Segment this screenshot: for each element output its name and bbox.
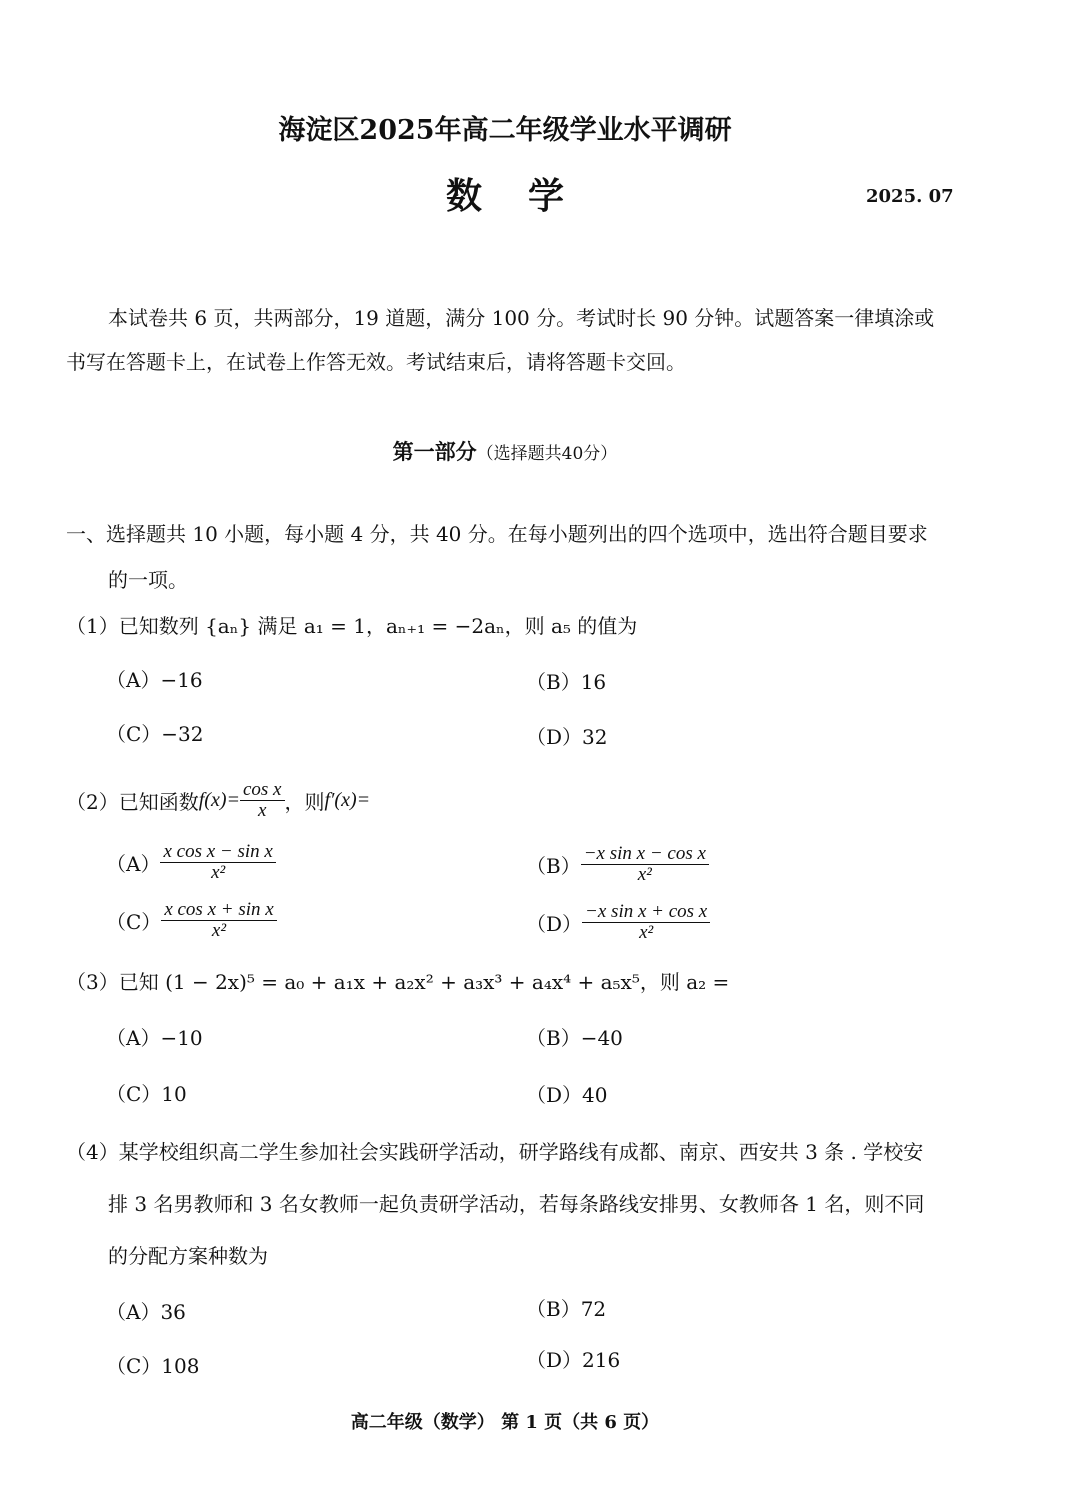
question-2-fraction	[240, 780, 285, 821]
question-2-option-b-fraction	[581, 844, 709, 885]
question-1-option-d: （D）32	[526, 725, 608, 749]
question-4-option-c: （C）108	[106, 1354, 200, 1378]
question-2-numerator: cos x	[240, 780, 285, 801]
exam-title: 海淀区2025年高二年级学业水平调研	[278, 115, 732, 146]
question-3-option-a: （A）−10	[106, 1026, 203, 1050]
question-2-option-c	[106, 900, 277, 941]
part-one-subtitle: （选择题共40分）	[476, 444, 618, 464]
exam-date: 2025. 07	[866, 186, 954, 207]
question-2-option-b-numerator: −x sin x − cos x	[581, 844, 709, 865]
question-4-option-b: （B）72	[526, 1297, 607, 1321]
section-one-line-1: 一、选择题共 10 小题，每小题 4 分，共 40 分。在每小题列出的四个选项中，选出符合题目要求	[66, 522, 928, 546]
question-3-option-b: （B）−40	[526, 1026, 623, 1050]
question-2-option-b-denominator: x²	[637, 863, 652, 885]
question-2-option-c-numerator: x cos x + sin x	[161, 900, 276, 921]
part-one-title: 第一部分	[392, 439, 477, 464]
question-2-denominator: x	[258, 799, 267, 821]
question-2-fx: f(x)=	[198, 788, 240, 811]
question-4-line-3: 的分配方案种数为	[108, 1244, 268, 1268]
question-2-option-d-numerator: −x sin x + cos x	[582, 902, 710, 923]
question-2-option-b	[526, 844, 709, 885]
question-4-option-d: （D）216	[526, 1348, 621, 1372]
question-2-option-a-fraction	[160, 842, 275, 883]
section-one-line-2: 的一项。	[108, 568, 188, 592]
question-2-option-a-label: （A）	[106, 851, 161, 876]
instructions-line-1: 本试卷共 6 页，共两部分，19 道题，满分 100 分。考试时长 90 分钟。试题答案一律填涂或	[108, 306, 935, 330]
question-2-option-d-fraction	[582, 902, 710, 943]
question-2-fprime: f′(x)=	[324, 788, 371, 811]
question-2-option-d-label: （D）	[526, 911, 583, 936]
question-2-prefix: （2）已知函数	[66, 789, 199, 814]
question-2-option-c-fraction	[161, 900, 276, 941]
question-4-option-a: （A）36	[106, 1300, 186, 1324]
question-2-option-d	[526, 902, 710, 943]
question-2-option-b-label: （B）	[526, 853, 581, 878]
instructions-line-2: 书写在答题卡上，在试卷上作答无效。考试结束后，请将答题卡交回。	[66, 350, 686, 374]
page-footer: 高二年级（数学） 第 1 页（共 6 页）	[350, 1412, 660, 1433]
question-2-option-c-label: （C）	[106, 909, 162, 934]
question-2-stem	[66, 780, 370, 821]
question-2-option-c-denominator: x²	[211, 919, 227, 941]
question-1-stem: （1）已知数列 {aₙ} 满足 a₁ = 1，aₙ₊₁ = −2aₙ，则 a₅ 的值为	[66, 614, 638, 638]
question-3-option-d: （D）40	[526, 1083, 608, 1107]
subject-title: 数学	[445, 175, 610, 217]
question-1-option-a: （A）−16	[106, 668, 203, 692]
question-1-option-c: （C）−32	[106, 722, 204, 746]
question-3-stem: （3）已知 (1 − 2x)⁵ = a₀ + a₁x + a₂x² + a₃x³ + a₄x⁴ + a₅x⁵，则 a₂ =	[66, 970, 730, 994]
part-one-heading	[0, 436, 1010, 466]
question-2-suffix: ，则	[284, 789, 325, 814]
question-1-option-b: （B）16	[526, 670, 607, 694]
question-2-option-a-numerator: x cos x − sin x	[160, 842, 275, 863]
question-2-option-a-denominator: x²	[211, 861, 226, 883]
question-2-option-a	[106, 842, 276, 883]
question-4-line-2: 排 3 名男教师和 3 名女教师一起负责研学活动，若每条路线安排男、女教师各 1 名，则不同	[108, 1192, 925, 1216]
question-3-option-c: （C）10	[106, 1082, 187, 1106]
question-2-option-d-denominator: x²	[639, 921, 654, 943]
question-4-line-1: （4）某学校组织高二学生参加社会实践研学活动，研学路线有成都、南京、西安共 3 条 . 学校安	[66, 1140, 924, 1164]
